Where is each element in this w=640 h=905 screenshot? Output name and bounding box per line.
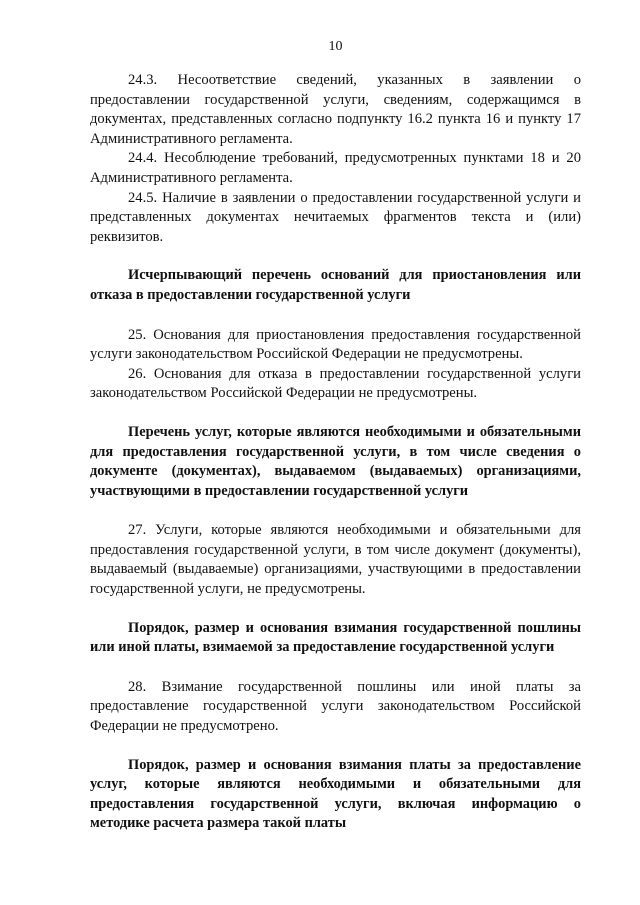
document-body xyxy=(90,71,581,834)
paragraph-24-4: 24.4. Несоблюдение требований, предусмотренных пунктами 18 и 20 Административного регламента. xyxy=(90,150,581,186)
section-heading-suspension-refusal: Исчерпывающий перечень оснований для приостановления или отказа в предоставлении государственной услуги xyxy=(90,267,581,303)
paragraph-28: 28. Взимание государственной пошлины или иной платы за предоставление государственной услуги законодательством Российской Федерации не предусмотрено. xyxy=(90,678,581,735)
paragraph-25: 25. Основания для приостановления предоставления государственной услуги законодательством Российской Федерации не предусмотрены. xyxy=(90,326,581,363)
paragraph-26: 26. Основания для отказа в предоставлении государственной услуги законодательством Российской Федерации не предусмотрены. xyxy=(90,365,581,402)
section-heading-required-services: Перечень услуг, которые являются необходимыми и обязательными для предоставления государственной услуги, в том числе сведения о документе (документах), выдаваемом (выдаваемых) организациями, участвующими в предоставлении государственной услуги xyxy=(90,423,581,499)
paragraph-27: 27. Услуги, которые являются необходимыми и обязательными для предоставления государственной услуги, в том числе документ (документы), выдаваемый (выдаваемые) организациями, участвующими в предоставлении государственной услуги, не предусмотрены. xyxy=(90,522,581,598)
paragraph-24-5: 24.5. Наличие в заявлении о предоставлении государственной услуги и представленных документах нечитаемых фрагментов текста и (или) реквизитов. xyxy=(90,189,581,245)
document-page xyxy=(90,0,581,905)
section-heading-state-fee: Порядок, размер и основания взимания государственной пошлины или иной платы, взимаемой за предоставление государственной услуги xyxy=(90,619,581,656)
page-number: 10 xyxy=(328,39,343,54)
paragraph-24-3: 24.3. Несоответствие сведений, указанных в заявлении о предоставлении государственной услуги, сведениям, содержащимся в документах, представленных согласно подпункту 16.2 пункта 16 и пункту 17 Административного регламента. xyxy=(90,72,581,147)
section-heading-service-fees: Порядок, размер и основания взимания платы за предоставление услуг, которые являются необходимыми и обязательными для предоставления государственной услуги, включая информацию о методике расчета размера такой платы xyxy=(90,756,581,832)
